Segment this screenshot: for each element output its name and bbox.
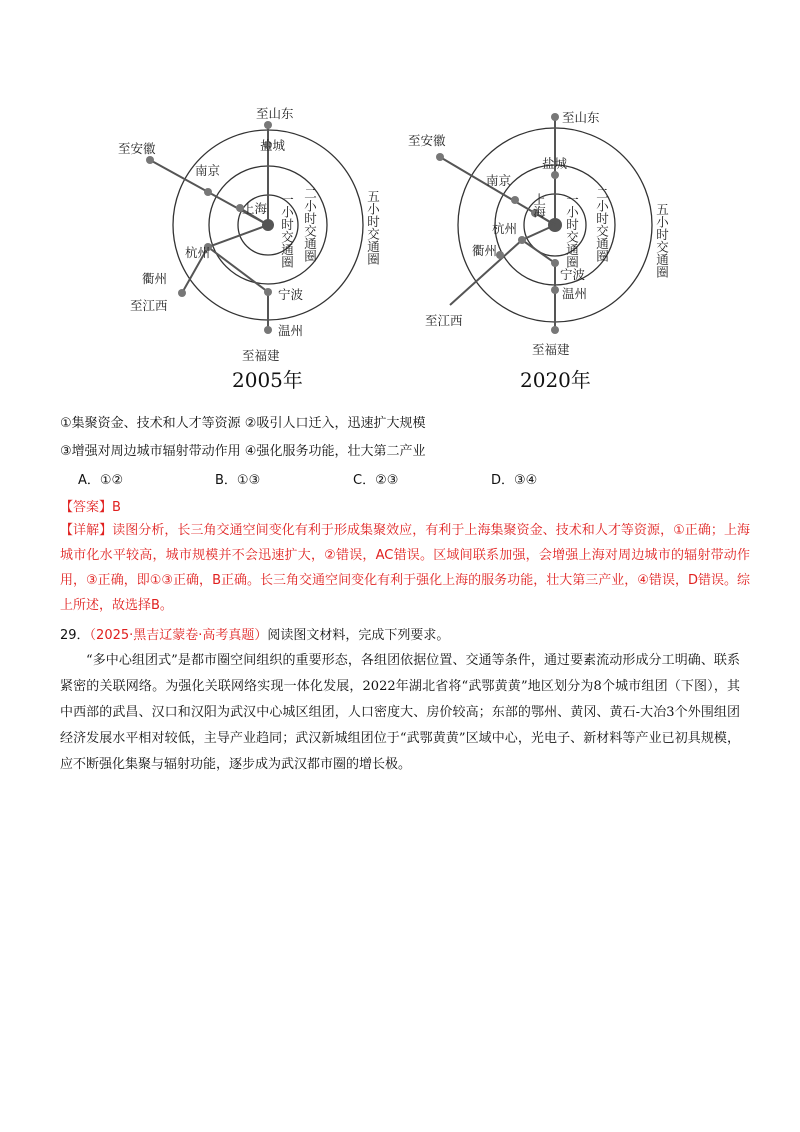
ring-label-1h-2020: 一小时交通圈 xyxy=(564,193,580,268)
label-quzhou-2005: 衢州 xyxy=(142,271,168,286)
route-jiangxi-2020 xyxy=(450,225,555,305)
diagram-svg xyxy=(110,95,710,395)
question-passage: “多中心组团式”是都市圈空间组织的重要形态，各组团依据位置、交通等条件，通过要素流动形成分工明确、联系紧密的关联网络。为强化关联网络实现一体化发展，2022年湖北省将“武鄂黄黄”地区划分为8个城市组团（下图），其中西部的武昌、汉口和汉阳为武汉中心城区组团，人口密度大、房价较高；东部的鄂州、黄冈、黄石-大冶3个外围组团经济发展水平相对较低，主导产业趋同；武汉新城组团位于“武鄂黄黄”区域中心，光电子、新材料等产业已初具规模，应不断强化集聚与辐射功能，逐步成为武汉都市圈的增长极。 xyxy=(60,653,740,772)
node-ningbo-2005 xyxy=(264,288,272,296)
ring-label-1h-2005: 一小时交通圈 xyxy=(279,193,295,268)
option-a-value: ①② xyxy=(99,473,124,488)
node-wenzhou-2020 xyxy=(551,286,559,294)
node-nanjing-2020 xyxy=(511,196,519,204)
ring-label-2h-2005: 二小时交通圈 xyxy=(302,187,318,262)
label-ningbo-2005: 宁波 xyxy=(278,287,304,302)
answer-tag: 【答案】 xyxy=(60,500,113,515)
node-hangzhou-2020 xyxy=(518,236,526,244)
detail-explanation xyxy=(60,518,750,618)
label-yancheng-2020: 盐城 xyxy=(542,156,568,171)
node-nanjing-2005 xyxy=(204,188,212,196)
node-anhui-2005 xyxy=(146,156,154,164)
node-wenzhou-2005 xyxy=(264,326,272,334)
label-shanghai-2020: 上海 xyxy=(531,193,547,218)
statements-line-1: ①集聚资金、技术和人才等资源 ②吸引人口迁入，迅速扩大规模 xyxy=(60,416,426,431)
label-hangzhou-2005: 杭州 xyxy=(185,245,211,260)
traffic-ring-diagrams xyxy=(110,95,710,395)
label-ningbo-2020: 宁波 xyxy=(560,267,586,282)
statements-line-2: ③增强对周边城市辐射带动作用 ④强化服务功能，壮大第二产业 xyxy=(60,444,426,459)
detail-tag: 【详解】 xyxy=(60,523,113,538)
label-shandong-2005: 至山东 xyxy=(256,106,294,121)
option-b-label: B． xyxy=(215,473,237,488)
answer-line xyxy=(60,496,121,515)
label-yancheng-2005: 盐城 xyxy=(260,138,286,153)
route-fujian-2005 xyxy=(208,247,268,330)
label-anhui-2020: 至安徽 xyxy=(408,133,446,148)
label-shandong-2020: 至山东 xyxy=(562,110,600,125)
node-quzhou-2020 xyxy=(496,251,504,259)
option-d[interactable] xyxy=(491,469,537,488)
label-wenzhou-2020: 温州 xyxy=(562,286,588,301)
year-label-2020: 2020年 xyxy=(520,368,591,392)
option-a-label: A． xyxy=(78,473,100,488)
label-quzhou-2020: 衢州 xyxy=(472,243,498,258)
ring-label-5h-2005: 五小时交通圈 xyxy=(365,190,381,265)
detail-text: 读图分析，长三角交通空间变化有利于形成集聚效应，有利于上海集聚资金、技术和人才等资源，①正确；上海城市化水平较高，城市规模并不会迅速扩大，②错误，AC错误。区域间联系加强，会增强上海对周边城市的辐射带动作用，③正确，即①③正确，B正确。长三角交通空间变化有利于强化上海的服务功能，壮大第三产业，④错误，D错误。综上所述，故选择B。 xyxy=(60,523,750,613)
node-anhui-2020 xyxy=(436,153,444,161)
question-instruction: 阅读图文材料，完成下列要求。 xyxy=(267,628,450,643)
label-anhui-2005: 至安徽 xyxy=(118,141,156,156)
diagram-2005 xyxy=(118,106,381,392)
answer-value: B xyxy=(112,500,121,515)
node-shandong-2005 xyxy=(264,121,272,129)
question-source: （2025·黑吉辽蒙卷·高考真题） xyxy=(89,628,268,643)
node-fujian-2020 xyxy=(551,326,559,334)
node-yancheng-2020 xyxy=(551,171,559,179)
label-hangzhou-2020: 杭州 xyxy=(492,221,518,236)
ring-label-2h-2020: 二小时交通圈 xyxy=(594,187,610,262)
node-shandong-2020 xyxy=(551,113,559,121)
node-ningbo-2020 xyxy=(551,259,559,267)
year-label-2005: 2005年 xyxy=(232,368,303,392)
label-fujian-2020: 至福建 xyxy=(532,342,570,357)
label-nanjing-2020: 南京 xyxy=(486,173,512,188)
option-b-value: ①③ xyxy=(236,473,261,488)
label-nanjing-2005: 南京 xyxy=(195,163,221,178)
option-d-label: D． xyxy=(491,473,515,488)
option-b[interactable] xyxy=(215,469,260,488)
ring-label-5h-2020: 五小时交通圈 xyxy=(654,203,670,278)
label-jiangxi-2005: 至江西 xyxy=(130,298,168,313)
option-c-value: ②③ xyxy=(375,473,399,488)
option-c[interactable] xyxy=(353,469,398,488)
label-jiangxi-2020: 至江西 xyxy=(425,313,463,328)
option-d-value: ③④ xyxy=(514,473,538,488)
label-shanghai-2005: 上海 xyxy=(242,201,268,216)
option-c-label: C． xyxy=(353,473,376,488)
diagram-2020 xyxy=(408,110,670,392)
node-quzhou-2005 xyxy=(178,289,186,297)
question-header xyxy=(60,624,449,643)
question-number: 29． xyxy=(60,628,90,643)
label-wenzhou-2005: 温州 xyxy=(278,323,304,338)
option-a[interactable] xyxy=(78,469,123,488)
label-fujian-2005: 至福建 xyxy=(242,348,280,363)
